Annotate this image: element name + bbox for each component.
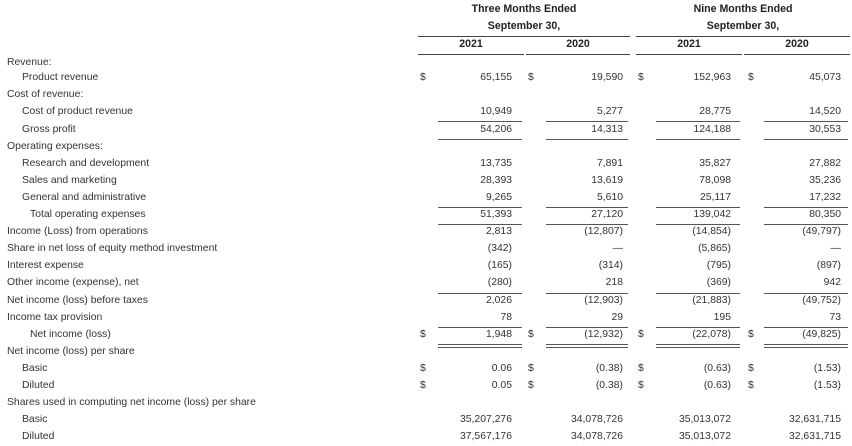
cell-value: (49,752)	[802, 295, 841, 306]
row-label: Revenue:	[7, 57, 52, 68]
cell-value: (21,883)	[692, 295, 731, 306]
three-months-header-line1: Three Months Ended	[471, 3, 577, 15]
year-divider-1	[418, 54, 524, 55]
cell-value: (0.63)	[703, 363, 731, 374]
year-divider-4	[744, 54, 850, 55]
subtotal-rule	[764, 293, 848, 294]
subtotal-rule	[546, 207, 628, 208]
currency-symbol: $	[528, 72, 534, 83]
cell-value: (795)	[706, 260, 731, 271]
cell-value: 78	[500, 312, 512, 323]
cell-value: (897)	[816, 260, 841, 271]
cell-value: (165)	[487, 260, 512, 271]
row-label: Basic	[22, 363, 48, 374]
row-label: Income tax provision	[7, 312, 103, 323]
cell-value: 35,207,276	[459, 414, 512, 425]
row-label: Cost of revenue:	[7, 89, 84, 100]
subtotal-rule	[438, 207, 522, 208]
row-label: Operating expenses:	[7, 141, 103, 152]
cell-value: 27,882	[809, 158, 841, 169]
cell-value: 37,567,176	[459, 431, 512, 442]
cell-value: 54,206	[480, 124, 512, 135]
row-label: Net income (loss) per share	[7, 346, 135, 357]
subtotal-rule	[546, 327, 628, 328]
row-label: Diluted	[22, 431, 55, 442]
cell-value: (22,078)	[692, 329, 731, 340]
subtotal-rule	[764, 139, 848, 140]
subtotal-rule	[764, 327, 848, 328]
cell-value: 28,393	[480, 175, 512, 186]
year-header-2020-q3: 2020	[566, 38, 590, 50]
cell-value: 35,013,072	[678, 414, 731, 425]
subtotal-rule	[546, 139, 628, 140]
cell-value: 27,120	[591, 209, 623, 220]
row-label: Diluted	[22, 380, 55, 391]
year-header-2020-nine: 2020	[785, 38, 809, 50]
row-label: Research and development	[22, 158, 150, 169]
cell-value: (12,932)	[584, 329, 623, 340]
cell-value: 2,813	[485, 226, 512, 237]
three-months-header-line2: September 30,	[487, 20, 561, 32]
cell-value: 32,631,715	[788, 414, 841, 425]
year-divider-3	[636, 54, 742, 55]
cell-value: 80,350	[809, 209, 841, 220]
currency-symbol: $	[638, 363, 644, 374]
currency-symbol: $	[748, 329, 754, 340]
cell-value: 5,610	[596, 192, 623, 203]
row-label: Basic	[22, 414, 48, 425]
cell-value: 13,735	[480, 158, 512, 169]
cell-value: 32,631,715	[788, 431, 841, 442]
cell-value: 25,117	[699, 192, 731, 203]
row-label: General and administrative	[22, 192, 147, 203]
cell-value: 45,073	[809, 72, 841, 83]
cell-value: (14,854)	[692, 226, 731, 237]
cell-value: (280)	[487, 277, 512, 288]
cell-value: 73	[829, 312, 841, 323]
cell-value: (1.53)	[813, 363, 841, 374]
cell-value: 218	[605, 277, 623, 288]
subtotal-rule	[546, 293, 628, 294]
cell-value: (342)	[487, 243, 512, 254]
cell-value: 14,313	[591, 124, 623, 135]
cell-value: 10,949	[480, 106, 512, 117]
subtotal-rule	[656, 121, 740, 122]
cell-value: 34,078,726	[570, 414, 623, 425]
currency-symbol: $	[528, 329, 534, 340]
row-label: Product revenue	[22, 72, 99, 83]
subtotal-rule	[764, 121, 848, 122]
currency-symbol: $	[748, 72, 754, 83]
cell-value: (314)	[598, 260, 623, 271]
cell-value: 34,078,726	[570, 431, 623, 442]
cell-value: 0.06	[491, 363, 512, 374]
currency-symbol: $	[638, 72, 644, 83]
header-divider-three-months	[418, 36, 630, 37]
row-label: Other income (expense), net	[7, 277, 139, 288]
subtotal-rule	[656, 207, 740, 208]
cell-value: (0.63)	[703, 380, 731, 391]
cell-value: (49,797)	[802, 226, 841, 237]
year-divider-2	[526, 54, 630, 55]
row-label: Income (Loss) from operations	[7, 226, 148, 237]
total-double-rule	[656, 344, 740, 348]
nine-months-header-line1: Nine Months Ended	[693, 3, 793, 15]
cell-value: (0.38)	[595, 380, 623, 391]
cell-value: 124,188	[693, 124, 731, 135]
cell-value: 28,775	[699, 106, 731, 117]
row-label: Sales and marketing	[22, 175, 117, 186]
cell-value: 29	[611, 312, 623, 323]
cell-value: (1.53)	[813, 380, 841, 391]
cell-value: 2,026	[485, 295, 512, 306]
row-label: Interest expense	[7, 260, 84, 271]
currency-symbol: $	[748, 380, 754, 391]
cell-value: (5,865)	[698, 243, 731, 254]
currency-symbol: $	[420, 72, 426, 83]
cell-value: 17,232	[809, 192, 841, 203]
subtotal-rule	[656, 293, 740, 294]
cell-value: 1,948	[485, 329, 512, 340]
total-double-rule	[438, 344, 522, 348]
cell-value: 30,553	[809, 124, 841, 135]
currency-symbol: $	[420, 363, 426, 374]
cell-value: 195	[713, 312, 731, 323]
year-header-2021-q3: 2021	[459, 38, 483, 50]
row-label: Total operating expenses	[30, 209, 146, 220]
subtotal-rule	[656, 224, 740, 225]
row-label: Gross profit	[22, 124, 76, 135]
row-label: Net income (loss) before taxes	[7, 295, 148, 306]
currency-symbol: $	[748, 363, 754, 374]
subtotal-rule	[656, 139, 740, 140]
currency-symbol: $	[420, 329, 426, 340]
currency-symbol: $	[638, 329, 644, 340]
subtotal-rule	[438, 139, 522, 140]
header-divider-nine-months	[636, 36, 850, 37]
cell-value: 13,619	[591, 175, 623, 186]
row-label: Net income (loss)	[30, 329, 111, 340]
cell-value: 9,265	[485, 192, 512, 203]
currency-symbol: $	[638, 380, 644, 391]
cell-value: 5,277	[596, 106, 623, 117]
cell-value: (369)	[706, 277, 731, 288]
row-label: Share in net loss of equity method investment	[7, 243, 218, 254]
subtotal-rule	[546, 224, 628, 225]
row-label: Shares used in computing net income (loss) per share	[7, 397, 256, 408]
cell-value: (49,825)	[802, 329, 841, 340]
cell-value: 65,155	[480, 72, 512, 83]
total-double-rule	[764, 344, 848, 348]
cell-value: (12,903)	[584, 295, 623, 306]
subtotal-rule	[438, 327, 522, 328]
cell-value: 0.05	[491, 380, 512, 391]
cell-value: 19,590	[591, 72, 623, 83]
currency-symbol: $	[420, 380, 426, 391]
row-label: Cost of product revenue	[22, 106, 133, 117]
cell-value: 14,520	[809, 106, 841, 117]
subtotal-rule	[656, 327, 740, 328]
cell-value: 35,827	[699, 158, 731, 169]
cell-value: —	[612, 243, 623, 254]
year-header-2021-nine: 2021	[677, 38, 701, 50]
cell-value: 78,098	[699, 175, 731, 186]
total-double-rule	[546, 344, 628, 348]
currency-symbol: $	[528, 380, 534, 391]
cell-value: 7,891	[596, 158, 623, 169]
cell-value: 139,042	[693, 209, 731, 220]
cell-value: 51,393	[480, 209, 512, 220]
currency-symbol: $	[528, 363, 534, 374]
nine-months-header-line2: September 30,	[706, 20, 780, 32]
subtotal-rule	[438, 293, 522, 294]
subtotal-rule	[438, 224, 522, 225]
cell-value: (12,807)	[584, 226, 623, 237]
cell-value: 942	[823, 277, 841, 288]
cell-value: 35,013,072	[678, 431, 731, 442]
subtotal-rule	[546, 121, 628, 122]
subtotal-rule	[764, 207, 848, 208]
cell-value: (0.38)	[595, 363, 623, 374]
cell-value: 152,963	[693, 72, 731, 83]
subtotal-rule	[764, 224, 848, 225]
subtotal-rule	[438, 121, 522, 122]
cell-value: —	[830, 243, 841, 254]
cell-value: 35,236	[809, 175, 841, 186]
